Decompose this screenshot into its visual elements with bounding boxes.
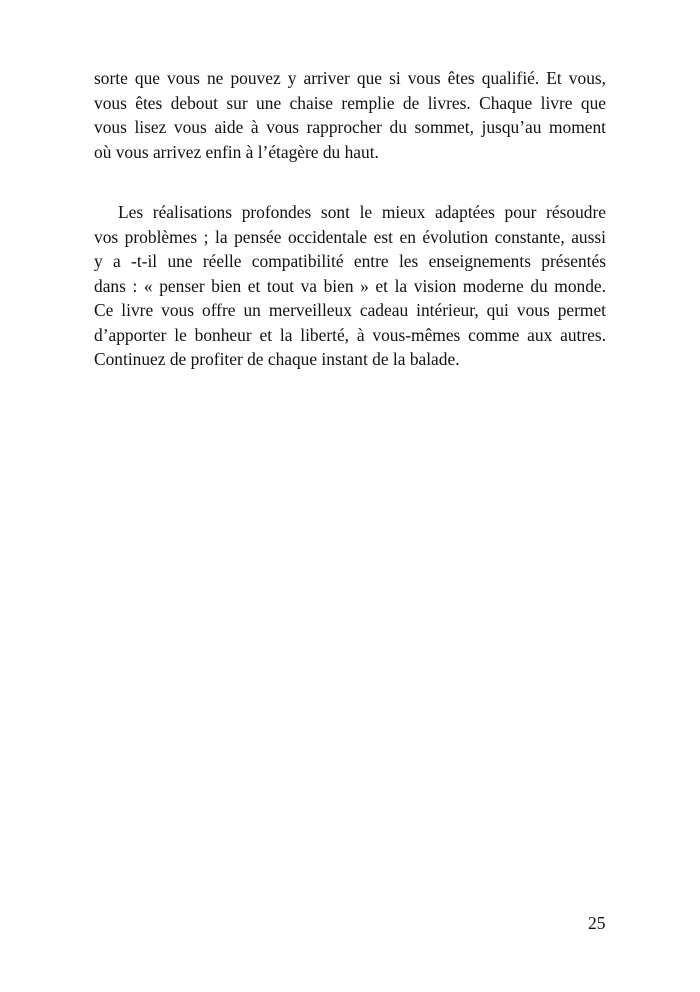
paragraph-line: Ce livre vous offre un merveilleux cadeau intérieur, qui vous permet bbox=[94, 300, 606, 320]
paragraph-line: vous lisez vous aide à vous rapprocher du sommet, jusqu’au moment bbox=[94, 117, 606, 137]
paragraph-line: dans : « penser bien et tout va bien » et la vision moderne du monde. bbox=[94, 275, 606, 296]
paragraph-line: vous êtes debout sur une chaise remplie de livres. Chaque livre que bbox=[94, 92, 606, 113]
paragraph-line: où vous arrivez enfin à l’étagère du haut. bbox=[94, 141, 379, 162]
paragraph-line: sorte que vous ne pouvez y arriver que si vous êtes qualifié. Et vous, bbox=[94, 68, 606, 88]
paragraph-1 bbox=[94, 66, 606, 164]
page-number: 25 bbox=[588, 913, 606, 933]
paragraph-line: Les réalisations profondes sont le mieux adaptées pour résoudre bbox=[118, 202, 606, 222]
paragraph-line: vos problèmes ; la pensée occidentale est en évolution constante, aussi bbox=[94, 226, 606, 247]
paragraph-line: Continuez de profiter de chaque instant de la balade. bbox=[94, 349, 460, 369]
paragraph-2 bbox=[94, 200, 606, 372]
paragraph-line: d’apporter le bonheur et la liberté, à vous-mêmes comme aux autres. bbox=[94, 324, 606, 345]
paragraph-line: y a -t-il une réelle compatibilité entre les enseignements présentés bbox=[94, 251, 606, 271]
